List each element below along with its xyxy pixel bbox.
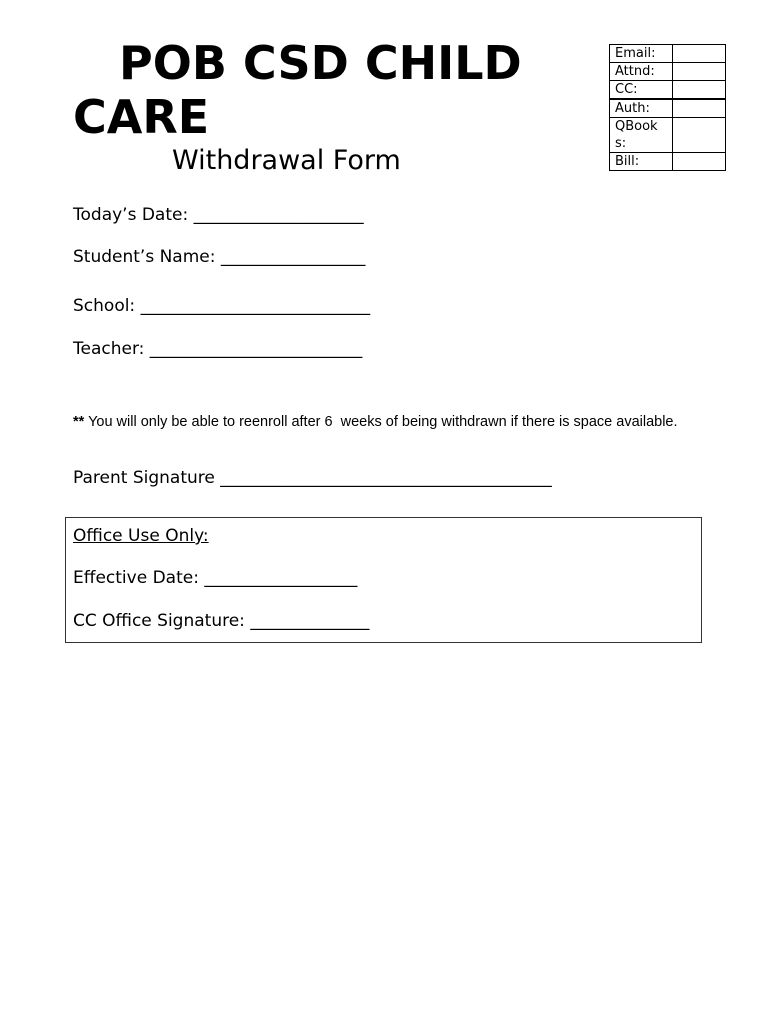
checklist-value-cell[interactable] [673, 153, 726, 171]
title-line-2: CARE [73, 90, 210, 144]
todays-date-field[interactable]: Today’s Date: ____________________ [73, 205, 364, 225]
checklist-row [610, 153, 726, 171]
checklist-row [610, 81, 726, 100]
reenroll-note [73, 412, 678, 432]
title-line-1: POB CSD CHILD [119, 36, 522, 90]
checklist-value-cell[interactable] [673, 45, 726, 63]
school-field[interactable]: School: ___________________________ [73, 296, 371, 316]
parent-signature-field[interactable]: Parent Signature _______________________________________ [73, 468, 552, 488]
office-checklist-table [609, 44, 726, 171]
office-use-box [65, 517, 702, 643]
student-name-field[interactable]: Student’s Name: _________________ [73, 247, 366, 267]
office-signature-field[interactable]: CC Office Signature: ______________ [73, 611, 370, 631]
checklist-label: CC: [610, 81, 673, 100]
note-text: You will only be able to reenroll after 6 weeks of being withdrawn if there is space available. [84, 414, 678, 430]
teacher-field[interactable]: Teacher: _________________________ [73, 339, 363, 359]
checklist-label: Auth: [610, 99, 673, 118]
checklist-value-cell[interactable] [673, 81, 726, 100]
office-use-heading: Office Use Only: [73, 526, 209, 546]
checklist-value-cell[interactable] [673, 99, 726, 118]
checklist-label: Email: [610, 45, 673, 63]
checklist-value-cell[interactable] [673, 63, 726, 81]
checklist-value-cell[interactable] [673, 118, 726, 153]
checklist-row [610, 45, 726, 63]
checklist-label: Bill: [610, 153, 673, 171]
note-asterisks: ** [73, 414, 85, 430]
form-title [73, 36, 573, 144]
form-subtitle: Withdrawal Form [172, 145, 401, 176]
checklist-label: Attnd: [610, 63, 673, 81]
effective-date-field[interactable]: Effective Date: __________________ [73, 568, 358, 588]
checklist-row [610, 63, 726, 81]
checklist-row [610, 99, 726, 118]
checklist-label: QBook s: [610, 118, 673, 153]
checklist-row [610, 118, 726, 153]
